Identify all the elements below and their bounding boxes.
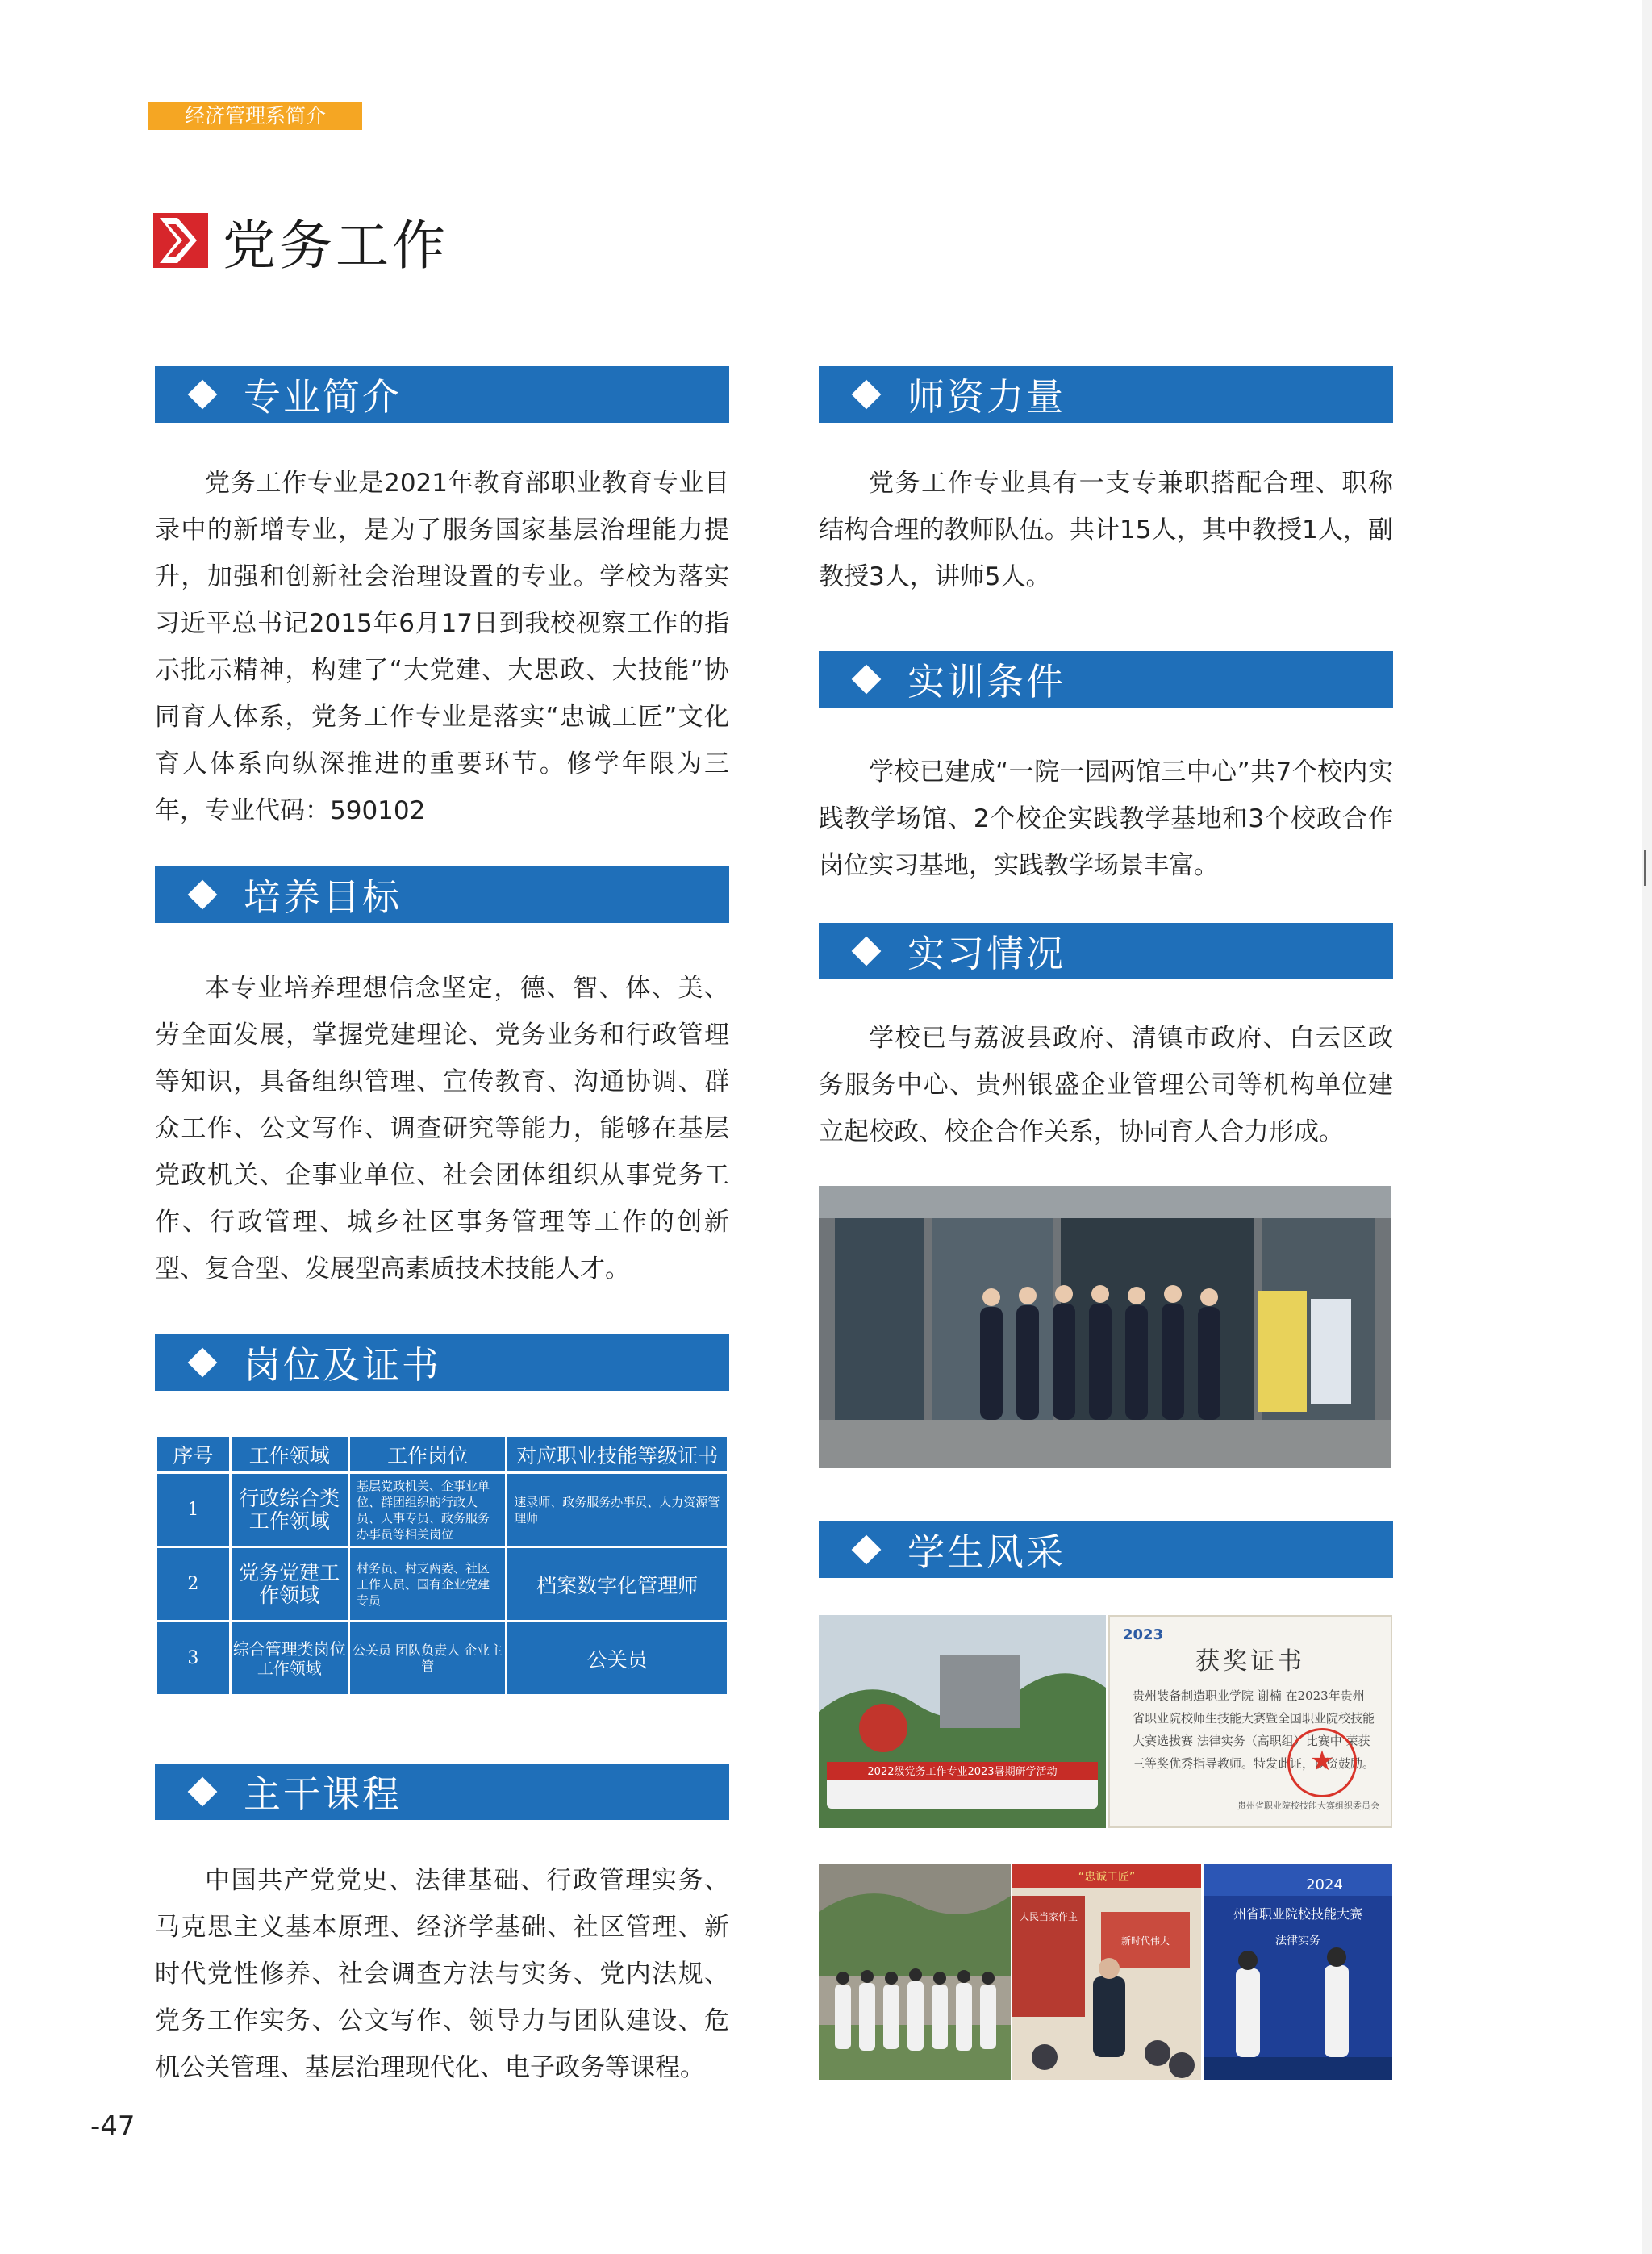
section-heading-label: 专业简介: [244, 375, 402, 419]
section-heading-label: 师资力量: [907, 375, 1066, 419]
table-row: [156, 1622, 728, 1696]
goals-text: 本专业培养理想信念坚定，德、智、体、美、劳全面发展，掌握党建理论、党务业务和行政管理等知识，具备组织管理、宣传教育、沟通协调、群众工作、公文写作、调查研究等能力，能够在基层党政机关、企事业单位、社会团体组织从事党务工作、行政管理、城乡社区事务管理等工作的创新型、复合型、发展型高素质技术技能人才。: [155, 974, 729, 1284]
faculty-text: 党务工作专业具有一支专兼职搭配合理、职称结构合理的教师队伍。共计15人，其中教授1人，副教授3人，讲师5人。: [819, 469, 1393, 591]
study-trip-group-photo: [819, 1615, 1106, 1828]
section-heading-courses: [155, 1764, 729, 1820]
table-cell-cert: 档案数字化管理师: [507, 1547, 728, 1622]
table-cell-field: 党务党建工作领域: [230, 1547, 348, 1622]
table-header-cell: 工作领域: [230, 1436, 348, 1473]
section-heading-internship: [819, 923, 1393, 979]
section-heading-label: 学生风采: [907, 1530, 1066, 1574]
table-cell-cert: 速录师、政务服务办事员、人力资源管理师: [507, 1473, 728, 1547]
section-tag: 经济管理系简介: [148, 102, 362, 130]
profile-text: 党务工作专业是2021年教育部职业教育专业目录中的新增专业，是为了服务国家基层治理能力提升，加强和创新社会治理设置的专业。学校为落实习近平总书记2015年6月17日到我校视察工作的指示批示精神，构建了“大党建、大思政、大技能”协同育人体系，党务工作专业是落实“忠诚工匠”文化育人体系向纵深推进的重要环节。修学年限为三年，专业代码：590102: [155, 469, 729, 825]
page-title-row: [153, 208, 448, 277]
page-spine: [1642, 0, 1652, 2254]
diamond-icon: [852, 1535, 882, 1565]
diamond-icon: [188, 1777, 218, 1807]
table-cell-no: 3: [156, 1622, 231, 1696]
table-cell-no: 2: [156, 1547, 231, 1622]
banner-text: 2022级党务工作专业2023暑期研学活动: [867, 1766, 1058, 1778]
section-heading-label: 主干课程: [244, 1772, 402, 1816]
diamond-icon: [852, 380, 882, 410]
wall-slogan-1: “忠诚工匠”: [1078, 1871, 1136, 1884]
contest-subtitle: 法律实务: [1275, 1935, 1320, 1947]
page-number: -47: [90, 2110, 136, 2143]
internship-text: 学校已与荔波县政府、清镇市政府、白云区政务服务中心、贵州银盛企业管理公司等机构单位建立起校政、校企合作关系，协同育人合力形成。: [819, 1024, 1393, 1146]
certificate-logo: 2023: [1123, 1626, 1164, 1643]
table-row: [156, 1473, 728, 1547]
courses-text: 中国共产党党史、法律基础、行政管理实务、马克思主义基本原理、经济学基础、社区管理、新时代党性修养、社会调查方法与实务、党内法规、党务工作实务、公文写作、领导力与团队建设、危机公关管理、基层治理现代化、电子政务等课程。: [155, 1866, 729, 2082]
table-header-cell: 对应职业技能等级证书: [507, 1436, 728, 1473]
certificate-footer: 贵州省职业院校技能大赛组织委员会: [1237, 1801, 1379, 1811]
table-header-cell: 工作岗位: [348, 1436, 506, 1473]
award-certificate: [1108, 1615, 1392, 1828]
diamond-icon: [852, 937, 882, 966]
page-title: 党务工作: [223, 214, 448, 277]
section-heading-training: [819, 651, 1393, 708]
section-heading-label: 实训条件: [907, 660, 1066, 703]
table-cell-cert: 公关员: [507, 1622, 728, 1696]
contest-title: 州省职业院校技能大赛: [1233, 1906, 1363, 1922]
contest-year: 2024: [1306, 1876, 1343, 1893]
table-cell-no: 1: [156, 1473, 231, 1547]
table-header-cell: 序号: [156, 1436, 231, 1473]
skills-contest-photo: [1204, 1864, 1392, 2080]
section-heading-label: 实习情况: [907, 932, 1066, 975]
section-heading-jobs: [155, 1334, 729, 1391]
seal-icon: [1287, 1728, 1357, 1797]
section-heading-goals: [155, 866, 729, 923]
table-row: [156, 1547, 728, 1622]
diamond-icon: [188, 880, 218, 910]
jobs-certificate-table: [155, 1434, 729, 1697]
certificate-body: 贵州装备制造职业学院 谢楠 在2023年贵州省职业院校师生技能大赛暨全国职业院校技能大赛选拔赛 法律实务（高职组）比赛中 荣获三等奖优秀指导教师。特发此证，以资鼓励。: [1133, 1688, 1375, 1771]
table-cell-field: 综合管理类岗位工作领域: [230, 1622, 348, 1696]
section-heading-profile: [155, 366, 729, 423]
wall-slogan-2: 人民当家作主: [1019, 1911, 1078, 1922]
table-cell-post: 公关员 团队负责人 企业主管: [348, 1622, 506, 1696]
section-heading-label: 岗位及证书: [244, 1343, 441, 1387]
chevron-logo-icon: [153, 213, 208, 268]
training-text: 学校已建成“一院一园两馆三中心”共7个校内实践教学场馆、2个校企实践教学基地和3个校政合作岗位实习基地，实践教学场景丰富。: [819, 758, 1393, 880]
diamond-icon: [188, 1348, 218, 1378]
table-cell-post: 村务员、村支两委、社区工作人员、国有企业党建专员: [348, 1547, 506, 1622]
table-cell-post: 基层党政机关、企事业单位、群团组织的行政人员、人事专员、政务服务办事员等相关岗位: [348, 1473, 506, 1547]
diamond-icon: [188, 380, 218, 410]
section-heading-faculty: [819, 366, 1393, 423]
classroom-photo: [1012, 1864, 1201, 2080]
section-heading-label: 培养目标: [244, 875, 402, 919]
diamond-icon: [852, 665, 882, 695]
section-heading-students: [819, 1521, 1393, 1578]
spine-mark: [1644, 850, 1646, 886]
certificate-title: 获奖证书: [1195, 1647, 1305, 1676]
table-cell-field: 行政综合类工作领域: [230, 1473, 348, 1547]
outdoor-group-photo: [819, 1864, 1011, 2080]
internship-group-photo: [819, 1186, 1391, 1468]
screen-text: 新时代伟大: [1120, 1935, 1170, 1947]
table-header-row: [156, 1436, 728, 1473]
